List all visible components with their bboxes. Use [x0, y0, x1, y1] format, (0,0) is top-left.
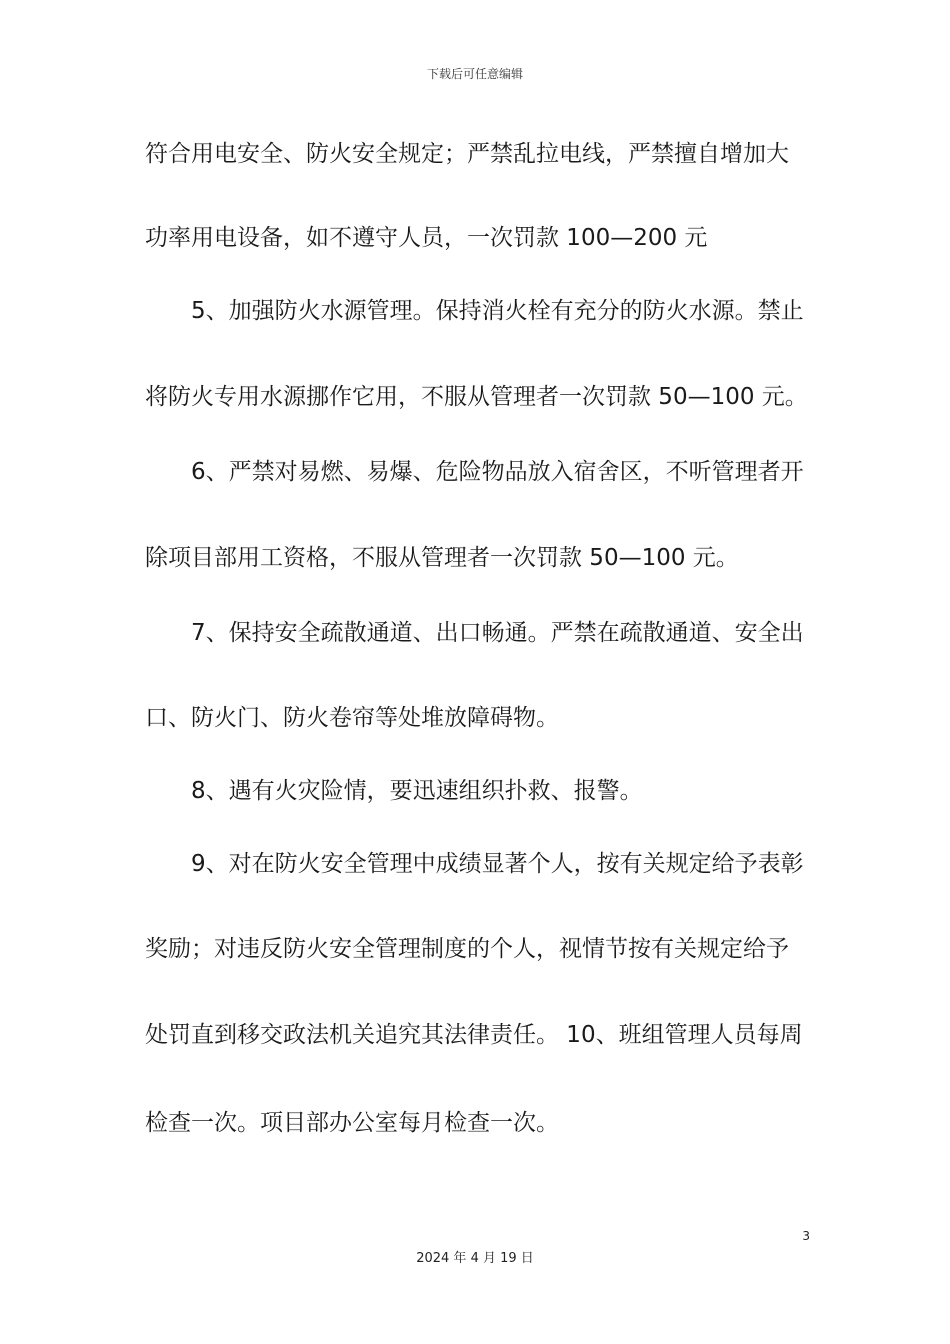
paragraph-line: 符合用电安全、防火安全规定；严禁乱拉电线，严禁擅自增加大	[145, 141, 789, 167]
page-header: 下载后可任意编辑	[426, 67, 523, 81]
paragraph-line: 口、防火门、防火卷帘等处堆放障碍物。	[145, 705, 559, 731]
paragraph-line: 除项目部用工资格，不服从管理者一次罚款 50—100 元。	[145, 545, 739, 571]
paragraph-line: 5、加强防火水源管理。保持消火栓有充分的防火水源。禁止	[191, 298, 804, 324]
paragraph-line: 9、对在防火安全管理中成绩显著个人，按有关规定给予表彰	[191, 851, 804, 877]
paragraph-line: 功率用电设备，如不遵守人员，一次罚款 100—200 元	[145, 225, 708, 251]
paragraph-line: 处罚直到移交政法机关追究其法律责任。 10、班组管理人员每周	[145, 1022, 803, 1048]
page-number: 3	[802, 1229, 810, 1243]
paragraph-line: 奖励；对违反防火安全管理制度的个人，视情节按有关规定给予	[145, 936, 789, 962]
paragraph-line: 将防火专用水源挪作它用，不服从管理者一次罚款 50—100 元。	[145, 384, 808, 410]
paragraph-line: 检查一次。项目部办公室每月检查一次。	[145, 1110, 559, 1136]
paragraph-line: 6、严禁对易燃、易爆、危险物品放入宿舍区，不听管理者开	[191, 459, 804, 485]
footer-date: 2024 年 4 月 19 日	[416, 1251, 534, 1266]
paragraph-line: 8、遇有火灾险情，要迅速组织扑救、报警。	[191, 778, 643, 804]
paragraph-line: 7、保持安全疏散通道、出口畅通。严禁在疏散通道、安全出	[191, 620, 804, 646]
